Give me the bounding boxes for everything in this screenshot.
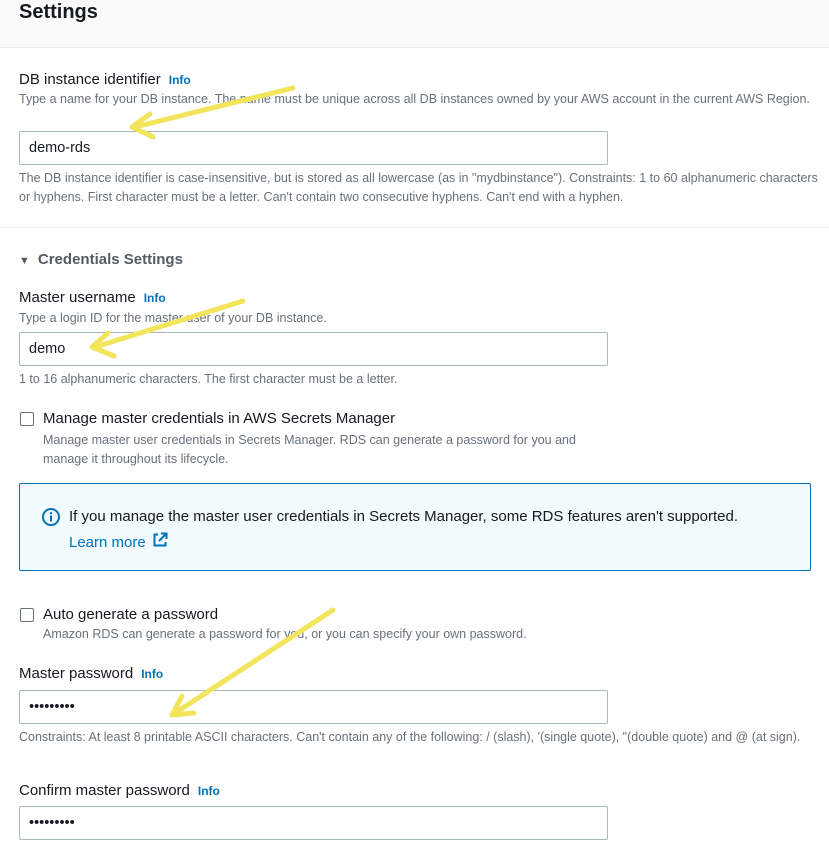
page-title: Settings [19,1,98,23]
learn-more-link[interactable] [69,532,168,552]
secrets-manager-label[interactable]: Manage master credentials in AWS Secrets Manager [43,410,396,427]
master-password-label-row [19,665,163,683]
auto-generate-password-description: Amazon RDS can generate a password for you, or you can specify your own password. [43,627,527,641]
caret-down-icon: ▼ [19,255,30,267]
info-circle-icon [41,507,61,532]
master-password-constraint: Constraints: At least 8 printable ASCII characters. Can't contain any of the following: / (slash), '(single quote), "(double quote) and @ (at sign). [19,730,801,744]
master-username-label-row [19,289,166,307]
credentials-section-toggle[interactable] [19,251,183,268]
confirm-password-input[interactable] [19,806,608,840]
confirm-password-label: Confirm master password [19,782,190,799]
master-username-input[interactable] [19,332,608,366]
master-password-info-link[interactable]: Info [141,667,164,681]
confirm-password-info-link[interactable]: Info [197,784,220,798]
secrets-manager-info-alert [19,483,811,571]
master-password-input[interactable] [19,690,608,724]
secrets-manager-checkbox[interactable] [20,412,34,426]
external-link-icon[interactable] [152,532,168,552]
master-username-description: Type a login ID for the master user of your DB instance. [19,311,327,325]
master-username-label: Master username [19,289,136,306]
master-password-label: Master password [19,665,134,682]
alert-message: If you manage the master user credentials in Secrets Manager, some RDS features aren't supported. [69,508,739,525]
db-identifier-label-row [19,71,191,89]
db-identifier-input[interactable] [19,131,608,165]
auto-generate-password-label[interactable]: Auto generate a password [43,606,219,623]
confirm-password-label-row [19,782,220,800]
credentials-section-title: Credentials Settings [37,251,183,268]
learn-more-label[interactable]: Learn more [69,533,146,551]
db-identifier-constraint: The DB instance identifier is case-insensitive, but is stored as all lowercase (as in "mydbinstance"). Constraints: 1 to 60 alphanumeric characters or hyphens. First character must be a letter. Can't contain two consecutive hyphens. Can't end with a hyphen. [19,171,818,204]
db-identifier-info-link[interactable]: Info [168,73,191,87]
auto-generate-password-checkbox[interactable] [20,608,34,622]
db-identifier-description: Type a name for your DB instance. The name must be unique across all DB instances owned by your AWS account in the current AWS Region. [19,92,810,106]
db-identifier-label: DB instance identifier [19,71,161,88]
master-username-constraint: 1 to 16 alphanumeric characters. The first character must be a letter. [19,372,398,386]
master-username-info-link[interactable]: Info [143,291,166,305]
secrets-manager-description: Manage master user credentials in Secrets Manager. RDS can generate a password for you and manage it throughout its lifecycle. [43,433,576,466]
section-divider [0,227,829,228]
settings-header [0,0,829,48]
